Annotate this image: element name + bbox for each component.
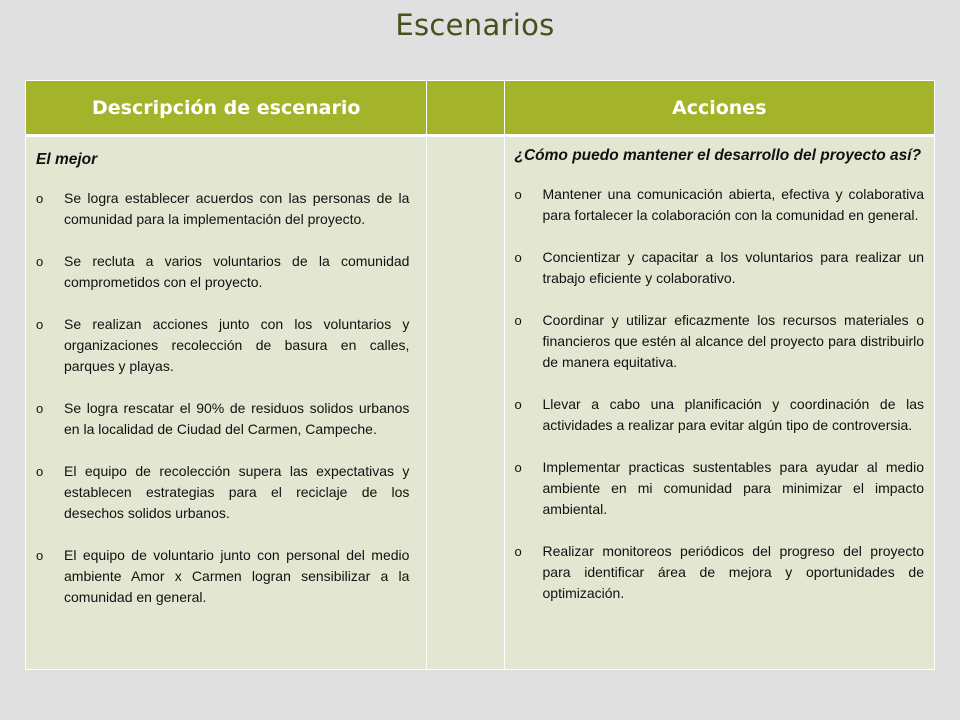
slide-title: Escenarios bbox=[395, 8, 555, 42]
list-item: o Se logra rescatar el 90% de residuos solidos urbanos en la localidad de Ciudad del Carmen, Campeche. bbox=[36, 400, 410, 437]
bullet-icon: o bbox=[514, 460, 522, 475]
scenario-list bbox=[36, 188, 409, 608]
header-empty bbox=[427, 81, 504, 136]
table-body-row bbox=[26, 136, 935, 670]
bullet-icon: o bbox=[36, 254, 44, 269]
bullet-icon: o bbox=[514, 544, 522, 559]
bullet-icon: o bbox=[36, 317, 44, 332]
bullet-icon: o bbox=[514, 397, 522, 412]
header-description: Descripción de escenario bbox=[26, 81, 427, 136]
list-item: o El equipo de voluntario junto con personal del medio ambiente Amor x Carmen logran sensibilizar a la comunidad en general. bbox=[36, 547, 410, 605]
table-header-row bbox=[26, 81, 935, 136]
bullet-icon: o bbox=[514, 313, 522, 328]
bullet-icon: o bbox=[36, 548, 44, 563]
bullet-icon: o bbox=[514, 250, 522, 265]
list-item: o Mantener una comunicación abierta, efectiva y colaborativa para fortalecer la colaboración con la comunidad en general. bbox=[514, 186, 924, 223]
list-item: o Concientizar y capacitar a los voluntarios para realizar un trabajo eficiente y colaborativo. bbox=[514, 249, 924, 286]
empty-middle-cell bbox=[427, 136, 504, 670]
header-actions: Acciones bbox=[504, 81, 934, 136]
actions-heading: ¿Cómo puedo mantener el desarrollo del proyecto así? bbox=[514, 147, 922, 164]
scenarios-table bbox=[25, 80, 935, 670]
description-cell bbox=[26, 136, 427, 670]
list-item: o Coordinar y utilizar eficazmente los recursos materiales o financieros que estén al alcance del proyecto para distribuirlo de manera equitativa. bbox=[514, 312, 924, 370]
list-item: o Se recluta a varios voluntarios de la comunidad comprometidos con el proyecto. bbox=[36, 253, 410, 290]
list-item: o Implementar practicas sustentables para ayudar al medio ambiente en mi comunidad para minimizar el impacto ambiental. bbox=[514, 459, 924, 517]
actions-list bbox=[515, 184, 924, 604]
scenario-heading: El mejor bbox=[36, 151, 98, 168]
list-item: o El equipo de recolección supera las expectativas y establecen estrategias para el reciclaje de los desechos solidos urbanos. bbox=[36, 463, 410, 521]
list-item: o Se logra establecer acuerdos con las personas de la comunidad para la implementación del proyecto. bbox=[36, 190, 410, 227]
bullet-icon: o bbox=[36, 464, 44, 479]
bullet-icon: o bbox=[36, 191, 44, 206]
list-item: o Llevar a cabo una planificación y coordinación de las actividades a realizar para evitar algún tipo de controversia. bbox=[514, 396, 924, 433]
list-item: o Realizar monitoreos periódicos del progreso del proyecto para identificar área de mejora y oportunidades de optimización. bbox=[514, 543, 924, 601]
list-item: o Se realizan acciones junto con los voluntarios y organizaciones recolección de basura en calles, parques y playas. bbox=[36, 316, 410, 374]
bullet-icon: o bbox=[514, 187, 522, 202]
bullet-icon: o bbox=[36, 401, 44, 416]
actions-cell bbox=[504, 136, 934, 670]
